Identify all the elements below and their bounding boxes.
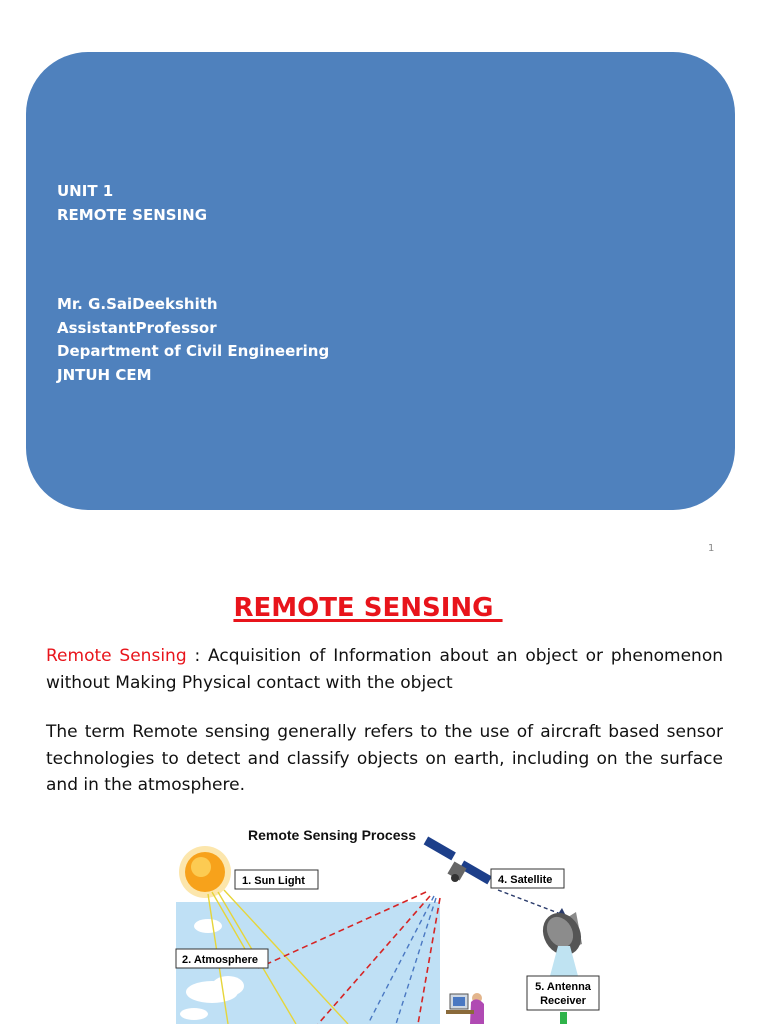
- sun-light-label: [235, 870, 318, 889]
- atmosphere-label-text: 2. Atmosphere: [182, 954, 259, 966]
- sun-light-label-text: 1. Sun Light: [242, 875, 305, 887]
- page-number: 1: [708, 543, 715, 554]
- unit-number: UNIT 1: [57, 182, 114, 200]
- atmosphere-label: [176, 949, 268, 968]
- author-block: [57, 293, 329, 387]
- title-slide-card: [26, 52, 735, 510]
- antenna-icon: [535, 906, 588, 976]
- sun-icon: [179, 846, 231, 898]
- section-title-text: REMOTE SENSING: [233, 593, 503, 623]
- definition-term: Remote Sensing: [46, 646, 187, 666]
- author-department: Department of Civil Engineering: [57, 342, 330, 360]
- remote-sensing-diagram: [168, 818, 608, 1024]
- operator-computer-icon: [446, 993, 484, 1024]
- antenna-receiver-label: [527, 976, 599, 1010]
- satellite-icon: [424, 837, 492, 885]
- unit-topic: REMOTE SENSING: [57, 205, 208, 224]
- description-paragraph: The term Remote sensing generally refers to the use of aircraft based sensor technologies to detect and classify objects on earth, including on the surface and in the atmosphere.: [46, 722, 723, 795]
- antenna-label-line1: 5. Antenna: [535, 981, 591, 993]
- antenna-label-line2: Receiver: [540, 995, 586, 1007]
- satellite-label: [491, 869, 564, 888]
- author-institution: JNTUH CEM: [57, 365, 152, 384]
- receiver-cable: [560, 1012, 567, 1024]
- definition-text: : Acquisition of Information about an object or phenomenon without Making Physical contact with the object: [46, 646, 723, 693]
- satellite-label-text: 4. Satellite: [498, 874, 553, 886]
- remote-sensing-diagram-svg: [168, 818, 608, 1024]
- diagram-title: Remote Sensing Process: [248, 827, 417, 843]
- section-title: [0, 593, 736, 623]
- author-name: Mr. G.SaiDeekshith: [57, 295, 218, 313]
- downlink-arrow: [498, 890, 566, 916]
- author-title: AssistantProfessor: [57, 318, 217, 337]
- unit-heading-block: [57, 180, 207, 227]
- definition-paragraph: [46, 643, 723, 696]
